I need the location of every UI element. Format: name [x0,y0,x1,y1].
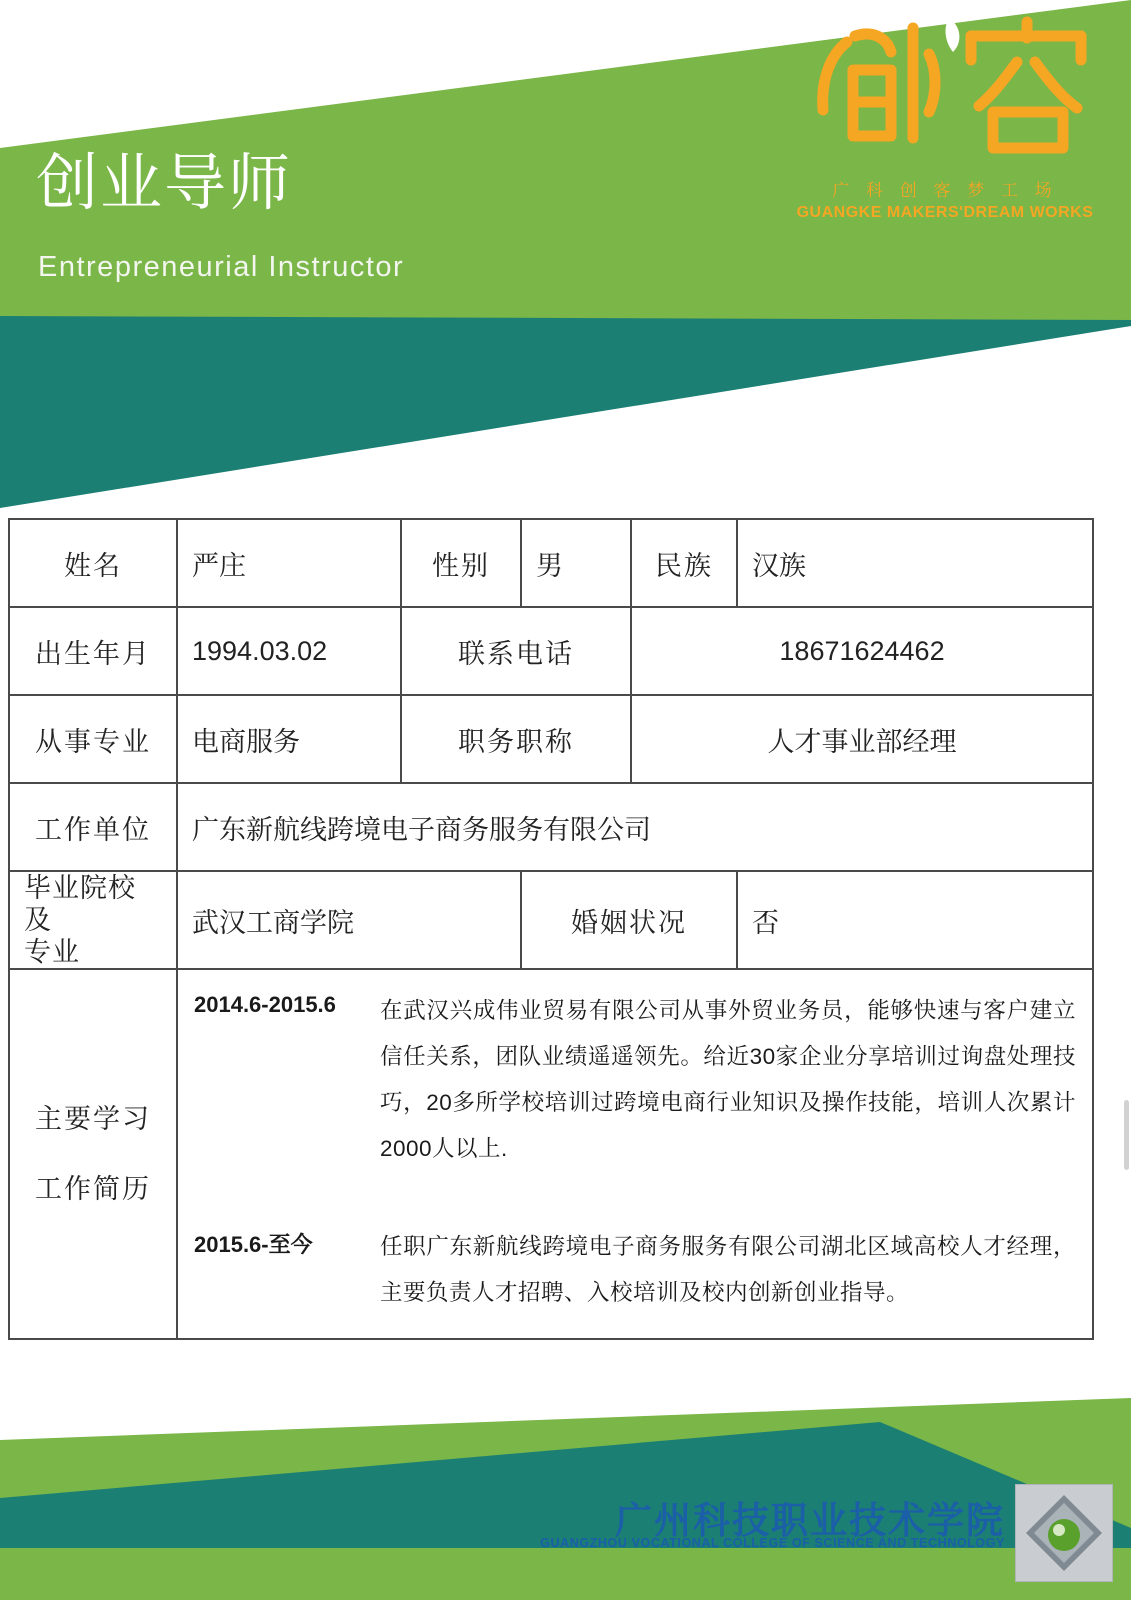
college-emblem-icon [1015,1484,1113,1582]
value-marital: 否 [737,871,1093,969]
value-gender: 男 [521,519,631,607]
value-phone: 18671624462 [631,607,1093,695]
label-school [9,871,177,969]
experience-period: 2014.6-2015.6 [194,992,336,1017]
experience-list [177,969,1093,1339]
page-footer [0,1398,1131,1600]
value-name: 严庄 [177,519,401,607]
label-employer: 工作单位 [9,783,177,871]
label-ethnicity: 民族 [631,519,737,607]
table-row-birth [9,607,1093,695]
label-experience-line2: 工作简历 [35,1174,151,1204]
scrollbar-thumb[interactable] [1124,1100,1129,1170]
label-profession: 从事专业 [9,695,177,783]
brand-logo [795,8,1095,238]
experience-description: 任职广东新航线跨境电子商务服务有限公司湖北区域高校人才经理，主要负责人才招聘、入校培训及校内创新创业指导。 [380,1234,1076,1305]
label-name: 姓名 [9,519,177,607]
value-employer: 广东新航线跨境电子商务服务有限公司 [177,783,1093,871]
label-phone: 联系电话 [401,607,631,695]
label-birth: 出生年月 [9,607,177,695]
table-row-profession [9,695,1093,783]
experience-period: 2015.6-至今 [194,1232,313,1257]
table-row-experience [9,969,1093,1339]
page-subtitle: Entrepreneurial Instructor [38,251,405,283]
value-birth: 1994.03.02 [177,607,401,695]
label-experience-line1: 主要学习 [35,1104,151,1134]
label-experience [9,969,177,1339]
college-emblem-shape [1016,1485,1112,1581]
experience-item [194,1224,1076,1316]
footer-organization-en: GUANGZHOU VOCATIONAL COLLEGE OF SCIENCE AND TECHNOLOGY [540,1536,1005,1550]
table-row-employer [9,783,1093,871]
label-school-line1: 毕业院校及 [24,873,136,935]
resume-table [8,518,1094,1340]
table-row-basic [9,519,1093,607]
value-profession: 电商服务 [177,695,401,783]
page-header [0,0,1131,520]
footer-organization-cn: 广州科技职业技术学院 [615,1500,1005,1541]
makers-logo-icon [795,8,1095,168]
label-school-line2: 专业 [24,937,80,967]
value-ethnicity: 汉族 [737,519,1093,607]
value-position: 人才事业部经理 [631,695,1093,783]
value-school: 武汉工商学院 [177,871,521,969]
label-gender: 性别 [401,519,521,607]
page-title: 创业导师 [36,149,293,218]
logo-subtitle-cn: 广 科 创 客 梦 工 场 [832,181,1058,200]
experience-description: 在武汉兴成伟业贸易有限公司从事外贸业务员，能够快速与客户建立信任关系，团队业绩遥遥领先。给近30家企业分享培训过询盘处理技巧，20多所学校培训过跨境电商行业知识及操作技能，培训人次累计2000人以上. [380,998,1076,1161]
table-row-school [9,871,1093,969]
label-marital: 婚姻状况 [521,871,737,969]
logo-subtitle-en: GUANGKE MAKERS'DREAM WORKS [796,204,1094,221]
experience-item [194,988,1076,1172]
label-position: 职务职称 [401,695,631,783]
